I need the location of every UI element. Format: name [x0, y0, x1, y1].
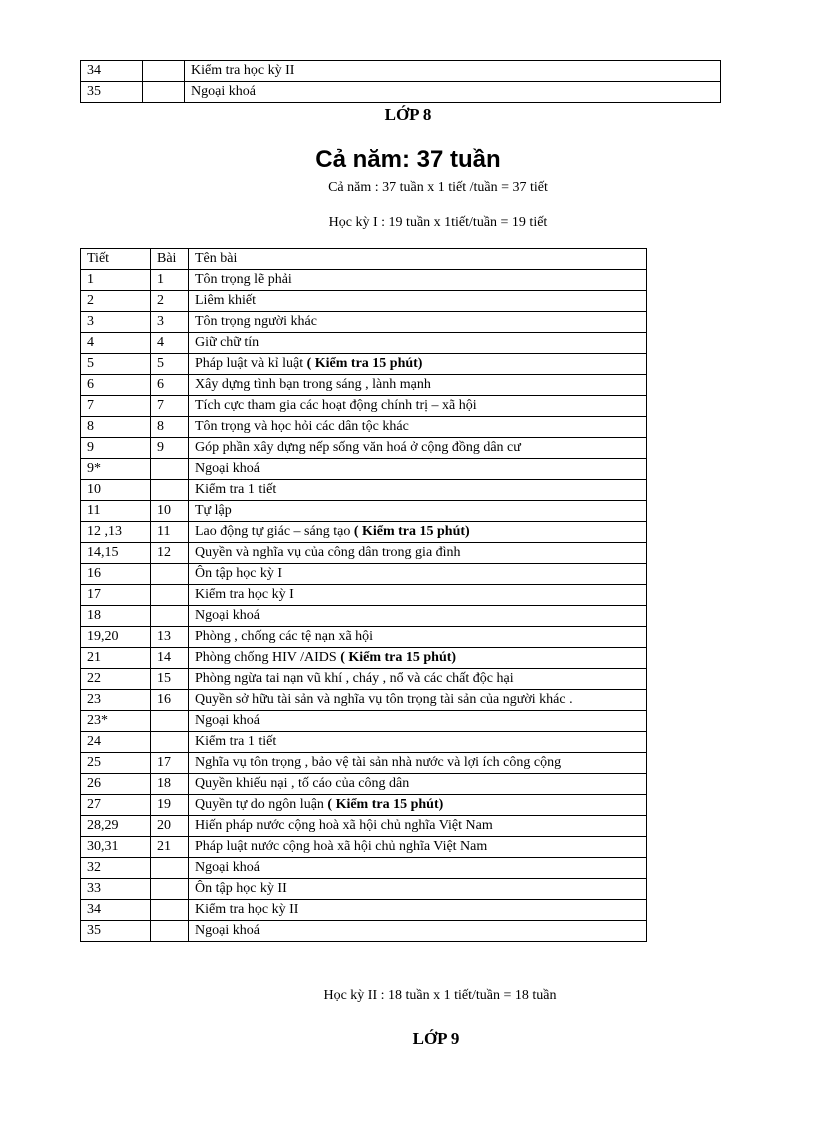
cell-ten	[185, 82, 721, 103]
cell-tiet: 25	[81, 753, 151, 774]
table-row	[81, 564, 647, 585]
cell-bai	[151, 564, 189, 585]
cell-bai	[151, 858, 189, 879]
previous-table-tail	[80, 60, 721, 103]
lesson-title: Xây dựng tình bạn trong sáng , lành mạnh	[195, 377, 431, 392]
year-summary: Cả năm : 37 tuần x 1 tiết /tuần = 37 tiết	[328, 180, 548, 195]
lesson-title: Tôn trọng và học hỏi các dân tộc khác	[195, 419, 409, 434]
cell-tiet: 22	[81, 669, 151, 690]
table-row	[81, 61, 721, 82]
cell-ten	[189, 753, 647, 774]
table-row	[81, 438, 647, 459]
cell-tiet: 34	[81, 61, 143, 82]
test-note: ( Kiểm tra 15 phút)	[323, 797, 444, 812]
cell-tiet: 11	[81, 501, 151, 522]
table-row	[81, 795, 647, 816]
table-row	[81, 333, 647, 354]
lesson-title: Phòng , chống các tệ nạn xã hội	[195, 629, 374, 644]
cell-ten	[189, 354, 647, 375]
cell-tiet: 26	[81, 774, 151, 795]
cell-bai: 21	[151, 837, 189, 858]
cell-bai	[151, 459, 189, 480]
cell-tiet: 16	[81, 564, 151, 585]
table-row	[81, 459, 647, 480]
lesson-title: Kiểm tra 1 tiết	[195, 734, 277, 749]
cell-bai: 2	[151, 291, 189, 312]
cell-ten	[189, 732, 647, 753]
cell-bai	[151, 711, 189, 732]
cell-tiet: 18	[81, 606, 151, 627]
cell-tiet: 27	[81, 795, 151, 816]
table-row	[81, 648, 647, 669]
cell-ten	[189, 270, 647, 291]
cell-bai: 20	[151, 816, 189, 837]
cell-bai	[151, 900, 189, 921]
cell-ten	[189, 564, 647, 585]
cell-ten	[189, 669, 647, 690]
cell-bai	[143, 61, 185, 82]
cell-ten	[189, 543, 647, 564]
table-row	[81, 396, 647, 417]
lesson-title: Ngoại khoá	[191, 84, 256, 99]
table-row	[81, 627, 647, 648]
table-row	[81, 501, 647, 522]
cell-bai: 5	[151, 354, 189, 375]
cell-ten	[185, 61, 721, 82]
cell-ten	[189, 921, 647, 942]
lesson-title: Tôn trọng người khác	[195, 314, 317, 329]
cell-bai: 14	[151, 648, 189, 669]
cell-tiet: 3	[81, 312, 151, 333]
cell-tiet: 33	[81, 879, 151, 900]
test-note: ( Kiểm tra 15 phút)	[303, 356, 423, 371]
cell-bai: 3	[151, 312, 189, 333]
cell-tiet: 10	[81, 480, 151, 501]
lesson-title: Lao động tự giác – sáng tạo	[195, 524, 351, 539]
header-tiet: Tiết	[81, 249, 151, 270]
lesson-title: Pháp luật và kỉ luật	[195, 356, 304, 371]
table-row	[81, 312, 647, 333]
lesson-title: Ôn tập học kỳ I	[195, 566, 283, 581]
table-row	[81, 816, 647, 837]
cell-bai: 16	[151, 690, 189, 711]
cell-ten	[189, 774, 647, 795]
cell-tiet: 28,29	[81, 816, 151, 837]
table-row	[81, 522, 647, 543]
test-note: ( Kiểm tra 15 phút)	[350, 524, 470, 539]
cell-tiet: 17	[81, 585, 151, 606]
cell-tiet: 9	[81, 438, 151, 459]
lesson-title: Ngoại khoá	[195, 860, 260, 875]
lesson-title: Tự lập	[195, 503, 232, 518]
cell-ten	[189, 879, 647, 900]
table-row	[81, 879, 647, 900]
cell-tiet: 23	[81, 690, 151, 711]
cell-tiet: 6	[81, 375, 151, 396]
lesson-title: Quyền sở hữu tài sản và nghĩa vụ tôn trọng tài sản của người khác .	[195, 692, 573, 707]
cell-tiet: 32	[81, 858, 151, 879]
cell-ten	[189, 606, 647, 627]
semester1-summary: Học kỳ I : 19 tuần x 1tiết/tuần = 19 tiết	[328, 215, 548, 230]
lesson-title: Liêm khiết	[195, 293, 257, 308]
table-row	[81, 82, 721, 103]
lesson-title: Kiểm tra học kỳ II	[195, 902, 299, 917]
cell-ten	[189, 816, 647, 837]
table-row	[81, 480, 647, 501]
cell-ten	[189, 585, 647, 606]
cell-bai: 7	[151, 396, 189, 417]
cell-ten	[189, 795, 647, 816]
cell-ten	[189, 648, 647, 669]
lesson-title: Nghĩa vụ tôn trọng , bảo vệ tài sản nhà nước và lợi ích công cộng	[195, 755, 562, 770]
cell-ten	[189, 900, 647, 921]
cell-tiet: 14,15	[81, 543, 151, 564]
cell-ten	[189, 375, 647, 396]
cell-bai	[151, 606, 189, 627]
cell-bai: 4	[151, 333, 189, 354]
cell-ten	[189, 522, 647, 543]
cell-ten	[189, 690, 647, 711]
cell-ten	[189, 627, 647, 648]
lesson-title: Ôn tập học kỳ II	[195, 881, 287, 896]
heading-lop8: LỚP 8	[384, 105, 432, 124]
table-row	[81, 543, 647, 564]
table-row	[81, 354, 647, 375]
cell-bai	[143, 82, 185, 103]
cell-bai	[151, 732, 189, 753]
semester2-summary: Học kỳ II : 18 tuần x 1 tiết/tuần = 18 tuần	[323, 988, 557, 1003]
cell-ten	[189, 711, 647, 732]
table-row	[81, 669, 647, 690]
cell-bai	[151, 480, 189, 501]
cell-bai	[151, 585, 189, 606]
cell-ten	[189, 291, 647, 312]
table-row	[81, 585, 647, 606]
cell-ten	[189, 396, 647, 417]
lesson-title: Pháp luật nước cộng hoà xã hội chủ nghĩa Việt Nam	[195, 839, 488, 854]
cell-ten	[189, 312, 647, 333]
cell-ten	[189, 501, 647, 522]
lesson-title: Quyền khiếu nại , tố cáo của công dân	[195, 776, 410, 791]
cell-bai: 13	[151, 627, 189, 648]
test-note: ( Kiểm tra 15 phút)	[336, 650, 457, 665]
cell-tiet: 8	[81, 417, 151, 438]
cell-bai: 12	[151, 543, 189, 564]
lesson-title: Kiểm tra 1 tiết	[195, 482, 277, 497]
cell-ten	[189, 480, 647, 501]
cell-tiet: 35	[81, 82, 143, 103]
cell-bai: 6	[151, 375, 189, 396]
lesson-title: Ngoại khoá	[195, 608, 260, 623]
table-row	[81, 774, 647, 795]
cell-tiet: 7	[81, 396, 151, 417]
lesson-title: Ngoại khoá	[195, 713, 260, 728]
lesson-title: Phòng chống HIV /AIDS	[195, 650, 337, 665]
cell-tiet: 5	[81, 354, 151, 375]
lesson-title: Kiểm tra học kỳ I	[195, 587, 294, 602]
cell-tiet: 30,31	[81, 837, 151, 858]
lesson-title: Quyền tự do ngôn luận	[195, 797, 324, 812]
cell-bai: 10	[151, 501, 189, 522]
cell-tiet: 23*	[81, 711, 151, 732]
table-row	[81, 291, 647, 312]
cell-ten	[189, 417, 647, 438]
cell-tiet: 9*	[81, 459, 151, 480]
lesson-title: Góp phần xây dựng nếp sống văn hoá ở cộng đồng dân cư	[195, 440, 521, 455]
cell-tiet: 35	[81, 921, 151, 942]
lesson-title: Tích cực tham gia các hoạt động chính trị – xã hội	[195, 398, 477, 413]
lesson-title: Kiểm tra học kỳ II	[191, 63, 295, 78]
lesson-title: Phòng ngừa tai nạn vũ khí , cháy , nổ và các chất độc hại	[195, 671, 514, 686]
table-row	[81, 732, 647, 753]
lesson-title: Tôn trọng lẽ phải	[195, 272, 292, 287]
cell-bai: 11	[151, 522, 189, 543]
cell-ten	[189, 459, 647, 480]
cell-bai	[151, 921, 189, 942]
cell-ten	[189, 333, 647, 354]
cell-bai: 19	[151, 795, 189, 816]
table-row	[81, 270, 647, 291]
cell-bai: 17	[151, 753, 189, 774]
table-header-row	[81, 249, 647, 270]
lesson-title: Quyền và nghĩa vụ của công dân trong gia đình	[195, 545, 461, 560]
page-title: Cả năm: 37 tuần	[315, 146, 501, 173]
cell-bai: 18	[151, 774, 189, 795]
header-bai: Bài	[151, 249, 189, 270]
table-row	[81, 837, 647, 858]
lesson-title: Ngoại khoá	[195, 461, 260, 476]
cell-tiet: 21	[81, 648, 151, 669]
heading-lop9: LỚP 9	[412, 1029, 460, 1048]
cell-tiet: 34	[81, 900, 151, 921]
lesson-title: Ngoại khoá	[195, 923, 260, 938]
lesson-title: Giữ chữ tín	[195, 335, 260, 350]
cell-bai: 1	[151, 270, 189, 291]
cell-bai: 15	[151, 669, 189, 690]
cell-ten	[189, 438, 647, 459]
table-row	[81, 900, 647, 921]
cell-bai: 9	[151, 438, 189, 459]
table-row	[81, 417, 647, 438]
lesson-title: Hiến pháp nước cộng hoà xã hội chủ nghĩa Việt Nam	[195, 818, 493, 833]
cell-bai: 8	[151, 417, 189, 438]
table-row	[81, 711, 647, 732]
cell-ten	[189, 837, 647, 858]
cell-tiet: 24	[81, 732, 151, 753]
cell-tiet: 12 ,13	[81, 522, 151, 543]
cell-tiet: 2	[81, 291, 151, 312]
cell-tiet: 4	[81, 333, 151, 354]
header-ten-bai: Tên bài	[189, 249, 647, 270]
lop8-lesson-table	[80, 248, 647, 942]
cell-bai	[151, 879, 189, 900]
table-row	[81, 753, 647, 774]
table-row	[81, 606, 647, 627]
table-row	[81, 921, 647, 942]
table-row	[81, 690, 647, 711]
table-row	[81, 858, 647, 879]
cell-tiet: 19,20	[81, 627, 151, 648]
cell-ten	[189, 858, 647, 879]
cell-tiet: 1	[81, 270, 151, 291]
table-row	[81, 375, 647, 396]
